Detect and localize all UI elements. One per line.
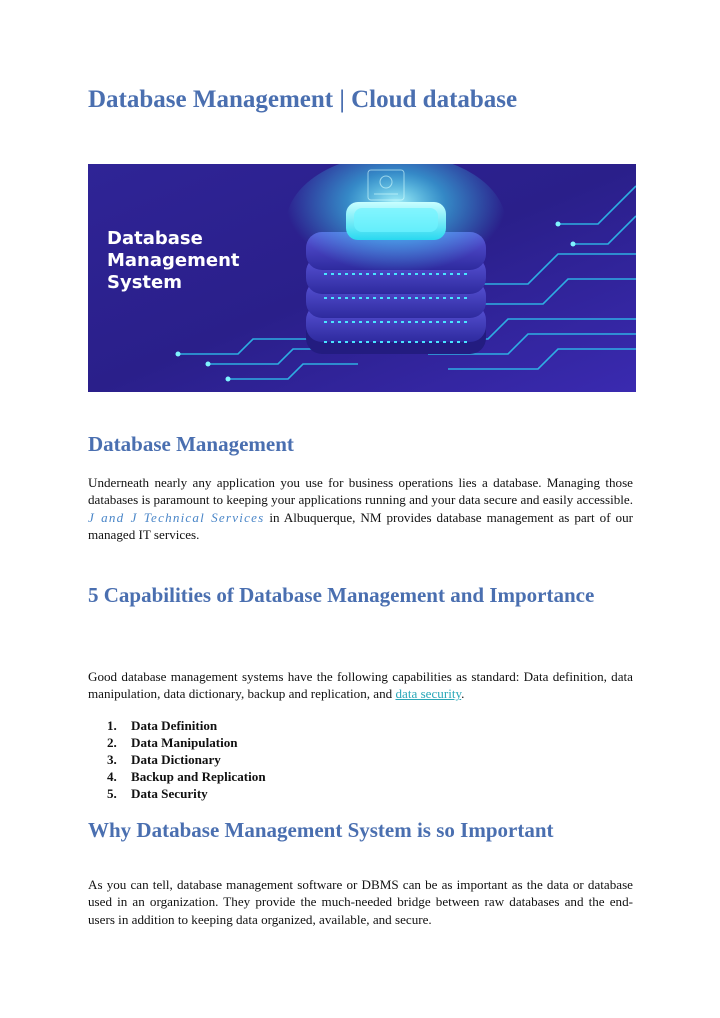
svg-text:Database: Database bbox=[107, 228, 203, 249]
section-heading-why-important: Why Database Management System is so Important bbox=[88, 818, 554, 842]
company-link[interactable]: J and J Technical Services bbox=[88, 509, 265, 525]
list-item: 5. Data Security bbox=[107, 785, 208, 801]
list-item: 1. Data Definition bbox=[107, 718, 218, 733]
section-heading-database-management: Database Management bbox=[88, 432, 294, 456]
list-item: 4. Backup and Replication bbox=[107, 768, 266, 784]
section-heading-capabilities: 5 Capabilities of Database Management and Importance bbox=[88, 583, 595, 607]
list-item: 3. Data Dictionary bbox=[107, 751, 221, 767]
capabilities-list bbox=[107, 718, 266, 803]
page-title: Database Management | Cloud database bbox=[88, 86, 518, 113]
hero-banner-image bbox=[88, 164, 636, 392]
svg-text:Management: Management bbox=[107, 250, 240, 271]
server-stack-icon bbox=[286, 164, 506, 354]
why-paragraph: As you can tell, database management software or DBMS can be as important as the data or database used in an organization. They provide the much-needed bridge between raw databases and the end-users in addition to keeping data organized, available, and secure. bbox=[88, 877, 633, 927]
list-item: 2. Data Manipulation bbox=[107, 734, 238, 750]
capabilities-paragraph: Good database management systems have the following capabilities as standard: Data definition, data manipulation, data dictionary, backup and replication, and data security. bbox=[88, 669, 633, 702]
svg-text:System: System bbox=[107, 272, 182, 293]
intro-paragraph: Underneath nearly any application you use for business operations lies a database. Managing those databases is paramount to keeping your applications running and your data secure and easily accessible. J and J Technical Services in Albuquerque, NM provides database management as part of our managed IT services. bbox=[88, 475, 633, 543]
data-security-link[interactable]: data security bbox=[395, 686, 462, 702]
